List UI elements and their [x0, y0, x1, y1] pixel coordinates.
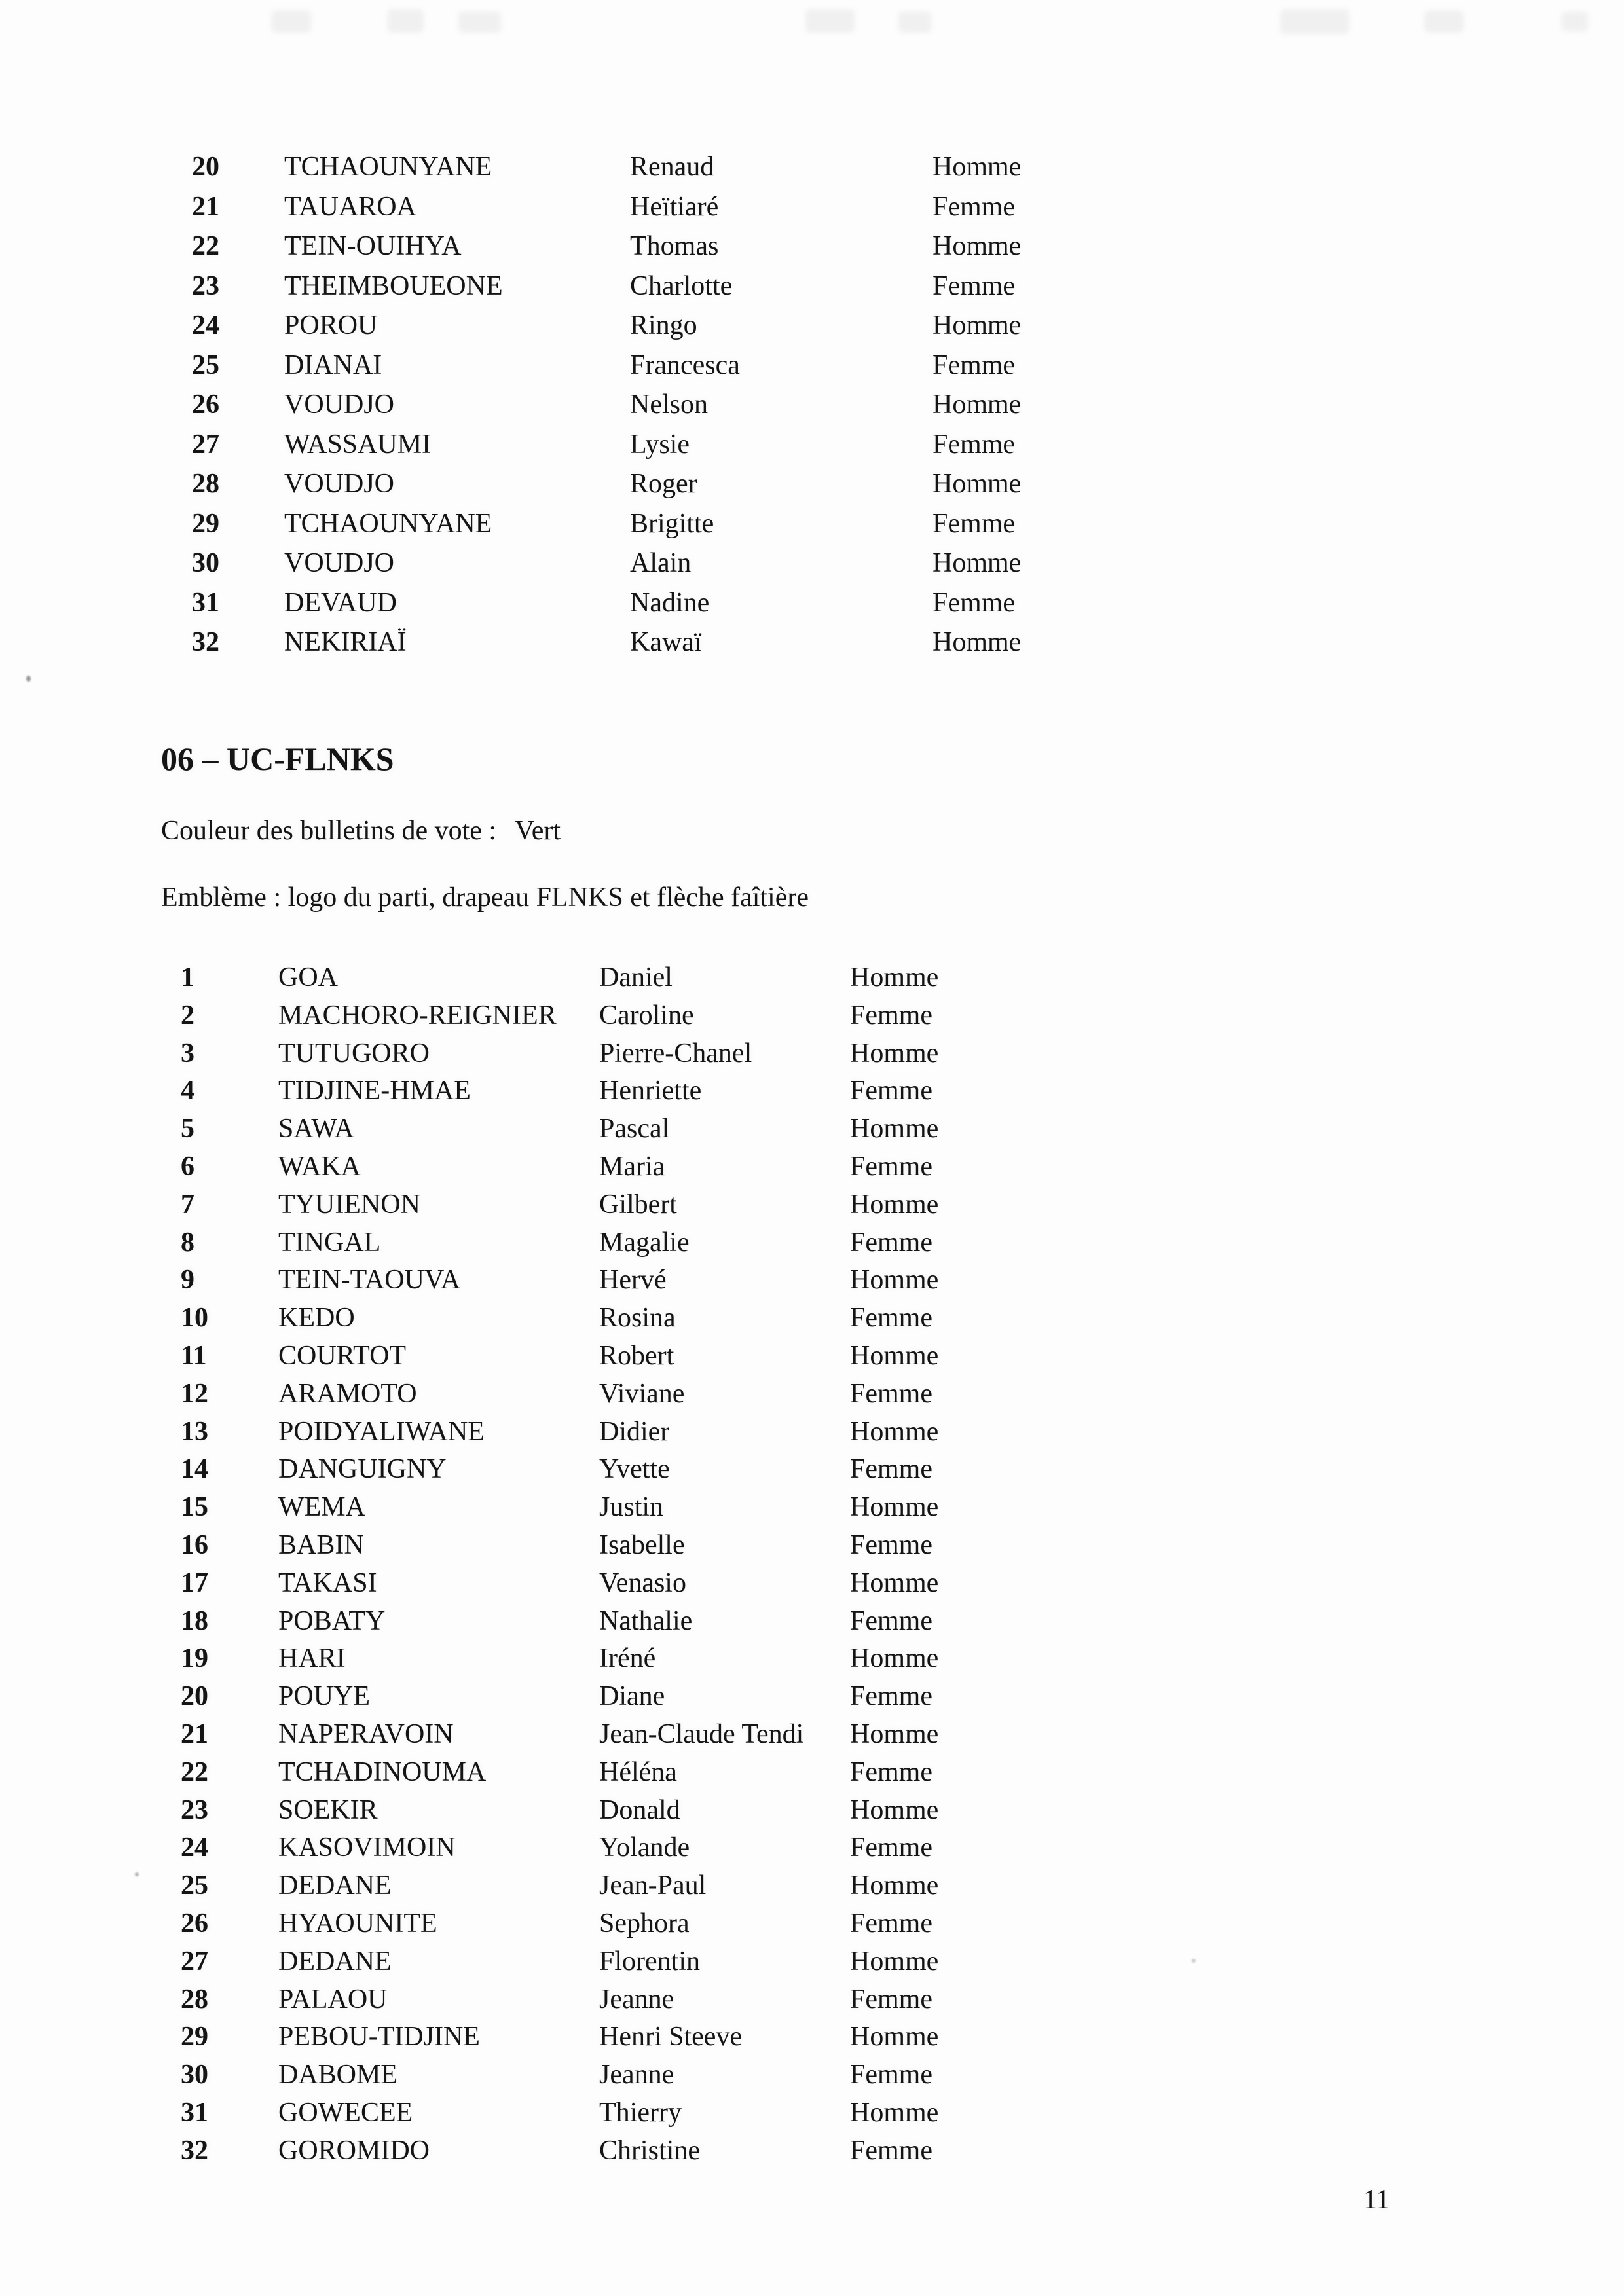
candidate-gender: Homme [932, 390, 1022, 420]
candidate-surname: TYUIENON [278, 1189, 420, 1220]
candidate-firstname: Brigitte [630, 508, 714, 539]
candidate-surname: DANGUIGNY [278, 1454, 447, 1485]
candidate-row [0, 346, 1624, 386]
candidate-row [0, 1262, 1624, 1300]
candidate-firstname: Henri Steeve [599, 2022, 743, 2052]
emblem-line: Emblème : logo du parti, drapeau FLNKS et flèche faîtière [161, 883, 809, 913]
scan-streak [898, 12, 931, 33]
candidate-rank: 31 [181, 2097, 208, 2128]
candidate-row [0, 147, 1624, 187]
candidate-gender: Femme [850, 1984, 932, 2014]
candidate-row [0, 2018, 1624, 2056]
scan-streak [1424, 10, 1464, 33]
page-number: 11 [1363, 2185, 1390, 2215]
candidate-surname: VOUDJO [284, 390, 394, 420]
candidate-list-uc-flnks [0, 959, 1624, 2170]
candidate-row [0, 1376, 1624, 1413]
candidate-rank: 26 [192, 390, 219, 420]
candidate-gender: Femme [932, 270, 1015, 301]
candidate-row [0, 1451, 1624, 1489]
candidate-rank: 32 [192, 627, 219, 657]
candidate-row [0, 1867, 1624, 1905]
candidate-gender: Homme [850, 1114, 939, 1144]
candidate-gender: Homme [850, 1946, 939, 1977]
candidate-gender: Femme [932, 191, 1015, 222]
candidate-rank: 25 [192, 350, 219, 380]
candidate-surname: HYAOUNITE [278, 1908, 437, 1939]
candidate-surname: NEKIRIAÏ [284, 627, 407, 657]
candidate-surname: GOROMIDO [278, 2135, 430, 2166]
candidate-row [0, 1640, 1624, 1678]
candidate-surname: POROU [284, 310, 378, 340]
candidate-gender: Homme [850, 1265, 939, 1296]
scan-streak [805, 9, 855, 33]
candidate-rank: 12 [181, 1378, 208, 1409]
candidate-firstname: Nelson [630, 390, 708, 420]
candidate-rank: 29 [181, 2022, 208, 2052]
candidate-firstname: Yvette [599, 1454, 670, 1485]
candidate-surname: TAKASI [278, 1567, 377, 1598]
candidate-rank: 28 [192, 469, 219, 499]
candidate-row [0, 1527, 1624, 1565]
candidate-gender: Femme [932, 429, 1015, 460]
candidate-row [0, 543, 1624, 583]
candidate-firstname: Francesca [630, 350, 740, 380]
candidate-firstname: Jean-Claude Tendi [599, 1719, 804, 1749]
candidate-rank: 5 [181, 1114, 194, 1144]
candidate-rank: 9 [181, 1265, 194, 1296]
candidate-firstname: Isabelle [599, 1529, 685, 1560]
candidate-rank: 21 [192, 191, 219, 222]
candidate-rank: 10 [181, 1303, 208, 1334]
candidate-surname: DEVAUD [284, 587, 397, 618]
candidate-rank: 8 [181, 1227, 194, 1258]
candidate-row [0, 2094, 1624, 2132]
candidate-gender: Femme [850, 1832, 932, 1863]
candidate-row [0, 187, 1624, 227]
candidate-row [0, 1413, 1624, 1451]
candidate-row [0, 959, 1624, 997]
candidate-row [0, 1300, 1624, 1338]
candidate-firstname: Pierre-Chanel [599, 1038, 752, 1068]
candidate-firstname: Jeanne [599, 1984, 674, 2014]
candidate-rank: 22 [181, 1757, 208, 1787]
candidate-row [0, 385, 1624, 425]
candidate-surname: GOA [278, 962, 338, 993]
candidate-surname: MACHORO-REIGNIER [278, 1000, 557, 1030]
candidate-gender: Femme [850, 1757, 932, 1787]
candidate-firstname: Florentin [599, 1946, 700, 1977]
candidate-firstname: Yolande [599, 1832, 690, 1863]
candidate-row [0, 1754, 1624, 1792]
candidate-surname: DEDANE [278, 1946, 392, 1977]
candidate-surname: KASOVIMOIN [278, 1832, 456, 1863]
candidate-row [0, 1678, 1624, 1716]
candidate-firstname: Hervé [599, 1265, 667, 1296]
candidate-gender: Homme [850, 1038, 939, 1068]
candidate-row [0, 1829, 1624, 1867]
candidate-rank: 20 [181, 1681, 208, 1712]
candidate-row [0, 266, 1624, 306]
ballot-color-value: Vert [515, 816, 561, 846]
candidate-gender: Homme [850, 962, 939, 993]
candidate-firstname: Nathalie [599, 1605, 693, 1636]
scan-speck [26, 676, 31, 682]
candidate-firstname: Rosina [599, 1303, 676, 1334]
candidate-surname: PALAOU [278, 1984, 388, 2014]
candidate-gender: Homme [850, 1340, 939, 1371]
candidate-surname: HARI [278, 1643, 346, 1674]
candidate-row [0, 1072, 1624, 1110]
candidate-firstname: Kawaï [630, 627, 702, 657]
candidate-firstname: Thierry [599, 2097, 682, 2128]
candidate-rank: 23 [181, 1795, 208, 1825]
candidate-rank: 19 [181, 1643, 208, 1674]
candidate-firstname: Magalie [599, 1227, 690, 1258]
candidate-row [0, 464, 1624, 504]
candidate-row [0, 1603, 1624, 1641]
candidate-rank: 23 [192, 270, 219, 301]
candidate-row [0, 1716, 1624, 1754]
candidate-gender: Femme [850, 1681, 932, 1712]
candidate-rank: 25 [181, 1870, 208, 1901]
section-title: 06 – UC-FLNKS [161, 740, 394, 777]
candidate-rank: 22 [192, 231, 219, 261]
candidate-row [0, 425, 1624, 465]
candidate-surname: THEIMBOUEONE [284, 270, 503, 301]
candidate-firstname: Thomas [630, 231, 719, 261]
candidate-surname: SAWA [278, 1114, 354, 1144]
candidate-row [0, 1943, 1624, 1981]
candidate-gender: Femme [850, 1605, 932, 1636]
candidate-row [0, 1905, 1624, 1943]
candidate-gender: Femme [850, 1151, 932, 1182]
candidate-surname: TUTUGORO [278, 1038, 430, 1068]
candidate-rank: 3 [181, 1038, 194, 1068]
candidate-firstname: Roger [630, 469, 697, 499]
candidate-firstname: Diane [599, 1681, 665, 1712]
candidate-row [0, 1186, 1624, 1224]
candidate-row [0, 583, 1624, 623]
candidate-gender: Homme [850, 1416, 939, 1447]
candidate-rank: 21 [181, 1719, 208, 1749]
candidate-row [0, 1224, 1624, 1262]
scan-streak [1562, 12, 1588, 31]
candidate-firstname: Ringo [630, 310, 697, 340]
candidate-surname: TINGAL [278, 1227, 381, 1258]
candidate-gender: Homme [932, 627, 1022, 657]
candidate-gender: Femme [850, 1227, 932, 1258]
candidate-firstname: Nadine [630, 587, 710, 618]
candidate-rank: 11 [181, 1340, 207, 1371]
candidate-row [0, 227, 1624, 266]
candidate-surname: DEDANE [278, 1870, 392, 1901]
candidate-rank: 6 [181, 1151, 194, 1182]
candidate-firstname: Christine [599, 2135, 700, 2166]
candidate-surname: VOUDJO [284, 548, 394, 578]
candidate-row [0, 1035, 1624, 1073]
candidate-row [0, 1981, 1624, 2019]
candidate-gender: Homme [932, 231, 1022, 261]
candidate-rank: 29 [192, 508, 219, 539]
scan-streak [272, 10, 311, 33]
candidate-gender: Femme [850, 2135, 932, 2166]
candidate-row [0, 2056, 1624, 2094]
candidate-list-continuation [0, 147, 1624, 663]
candidate-surname: ARAMOTO [278, 1378, 417, 1409]
candidate-gender: Femme [850, 2060, 932, 2090]
candidate-surname: POUYE [278, 1681, 371, 1712]
candidate-surname: COURTOT [278, 1340, 407, 1371]
candidate-surname: NAPERAVOIN [278, 1719, 454, 1749]
candidate-surname: WEMA [278, 1492, 365, 1523]
candidate-rank: 14 [181, 1454, 208, 1485]
candidate-rank: 27 [192, 429, 219, 460]
candidate-surname: WASSAUMI [284, 429, 432, 460]
candidate-surname: GOWECEE [278, 2097, 413, 2128]
candidate-surname: TEIN-TAOUVA [278, 1265, 461, 1296]
candidate-surname: BABIN [278, 1529, 364, 1560]
candidate-firstname: Sephora [599, 1908, 690, 1939]
candidate-rank: 16 [181, 1529, 208, 1560]
candidate-firstname: Caroline [599, 1000, 694, 1030]
candidate-firstname: Pascal [599, 1114, 670, 1144]
candidate-rank: 4 [181, 1076, 194, 1106]
candidate-gender: Homme [850, 1492, 939, 1523]
candidate-gender: Femme [850, 1000, 932, 1030]
candidate-rank: 18 [181, 1605, 208, 1636]
candidate-rank: 15 [181, 1492, 208, 1523]
candidate-gender: Homme [850, 2097, 939, 2128]
candidate-row [0, 1148, 1624, 1186]
candidate-rank: 26 [181, 1908, 208, 1939]
candidate-gender: Homme [850, 1795, 939, 1825]
candidate-row [0, 623, 1624, 663]
candidate-surname: WAKA [278, 1151, 361, 1182]
candidate-surname: KEDO [278, 1303, 355, 1334]
candidate-firstname: Lysie [630, 429, 690, 460]
candidate-surname: TAUAROA [284, 191, 416, 222]
candidate-surname: SOEKIR [278, 1795, 378, 1825]
candidate-rank: 30 [192, 548, 219, 578]
candidate-firstname: Henriette [599, 1076, 702, 1106]
candidate-firstname: Iréné [599, 1643, 656, 1674]
candidate-rank: 7 [181, 1189, 194, 1220]
candidate-row [0, 1792, 1624, 1830]
candidate-surname: DABOME [278, 2060, 398, 2090]
candidate-rank: 2 [181, 1000, 194, 1030]
candidate-firstname: Venasio [599, 1567, 686, 1598]
candidate-gender: Femme [850, 1076, 932, 1106]
candidate-surname: VOUDJO [284, 469, 394, 499]
candidate-gender: Femme [932, 508, 1015, 539]
candidate-firstname: Viviane [599, 1378, 685, 1409]
candidate-firstname: Gilbert [599, 1189, 677, 1220]
candidate-gender: Femme [850, 1454, 932, 1485]
candidate-gender: Femme [850, 1303, 932, 1334]
candidate-surname: TIDJINE-HMAE [278, 1076, 471, 1106]
candidate-firstname: Maria [599, 1151, 665, 1182]
candidate-rank: 24 [181, 1832, 208, 1863]
candidate-rank: 31 [192, 587, 219, 618]
candidate-surname: TCHAOUNYANE [284, 152, 492, 182]
candidate-rank: 20 [192, 152, 219, 182]
candidate-gender: Homme [932, 548, 1022, 578]
candidate-gender: Homme [850, 1567, 939, 1598]
candidate-gender: Homme [932, 469, 1022, 499]
candidate-rank: 1 [181, 962, 194, 993]
candidate-gender: Femme [932, 350, 1015, 380]
candidate-gender: Homme [850, 1719, 939, 1749]
candidate-row [0, 504, 1624, 544]
candidate-gender: Homme [850, 2022, 939, 2052]
candidate-firstname: Didier [599, 1416, 670, 1447]
scan-streak [388, 9, 424, 33]
candidate-rank: 27 [181, 1946, 208, 1977]
candidate-firstname: Charlotte [630, 270, 733, 301]
candidate-rank: 32 [181, 2135, 208, 2166]
candidate-surname: DIANAI [284, 350, 382, 380]
candidate-gender: Femme [932, 587, 1015, 618]
ballot-color-line [161, 815, 561, 847]
scan-streak [1280, 9, 1349, 34]
candidate-surname: TEIN-OUIHYA [284, 231, 462, 261]
candidate-gender: Homme [850, 1643, 939, 1674]
candidate-gender: Homme [850, 1870, 939, 1901]
candidate-surname: PEBOU-TIDJINE [278, 2022, 480, 2052]
candidate-surname: TCHAOUNYANE [284, 508, 492, 539]
candidate-firstname: Heïtiaré [630, 191, 719, 222]
candidate-row [0, 1338, 1624, 1376]
candidate-surname: POBATY [278, 1605, 386, 1636]
candidate-row [0, 997, 1624, 1035]
candidate-rank: 28 [181, 1984, 208, 2014]
candidate-firstname: Donald [599, 1795, 680, 1825]
scan-streak [458, 12, 501, 33]
candidate-surname: POIDYALIWANE [278, 1416, 485, 1447]
candidate-rank: 17 [181, 1567, 208, 1598]
candidate-firstname: Renaud [630, 152, 714, 182]
candidate-rank: 30 [181, 2060, 208, 2090]
candidate-gender: Femme [850, 1529, 932, 1560]
candidate-gender: Femme [850, 1378, 932, 1409]
candidate-firstname: Justin [599, 1492, 664, 1523]
candidate-gender: Homme [932, 310, 1022, 340]
candidate-firstname: Héléna [599, 1757, 677, 1787]
candidate-row [0, 1489, 1624, 1527]
candidate-firstname: Robert [599, 1340, 674, 1371]
candidate-row [0, 306, 1624, 346]
candidate-firstname: Jeanne [599, 2060, 674, 2090]
candidate-row [0, 2132, 1624, 2170]
candidate-rank: 13 [181, 1416, 208, 1447]
candidate-row [0, 1565, 1624, 1603]
candidate-row [0, 1110, 1624, 1148]
candidate-firstname: Daniel [599, 962, 673, 993]
candidate-surname: TCHADINOUMA [278, 1757, 487, 1787]
candidate-gender: Homme [850, 1189, 939, 1220]
candidate-rank: 24 [192, 310, 219, 340]
candidate-gender: Femme [850, 1908, 932, 1939]
candidate-firstname: Alain [630, 548, 692, 578]
candidate-gender: Homme [932, 152, 1022, 182]
candidate-firstname: Jean-Paul [599, 1870, 707, 1901]
ballot-color-label: Couleur des bulletins de vote : [161, 816, 497, 846]
